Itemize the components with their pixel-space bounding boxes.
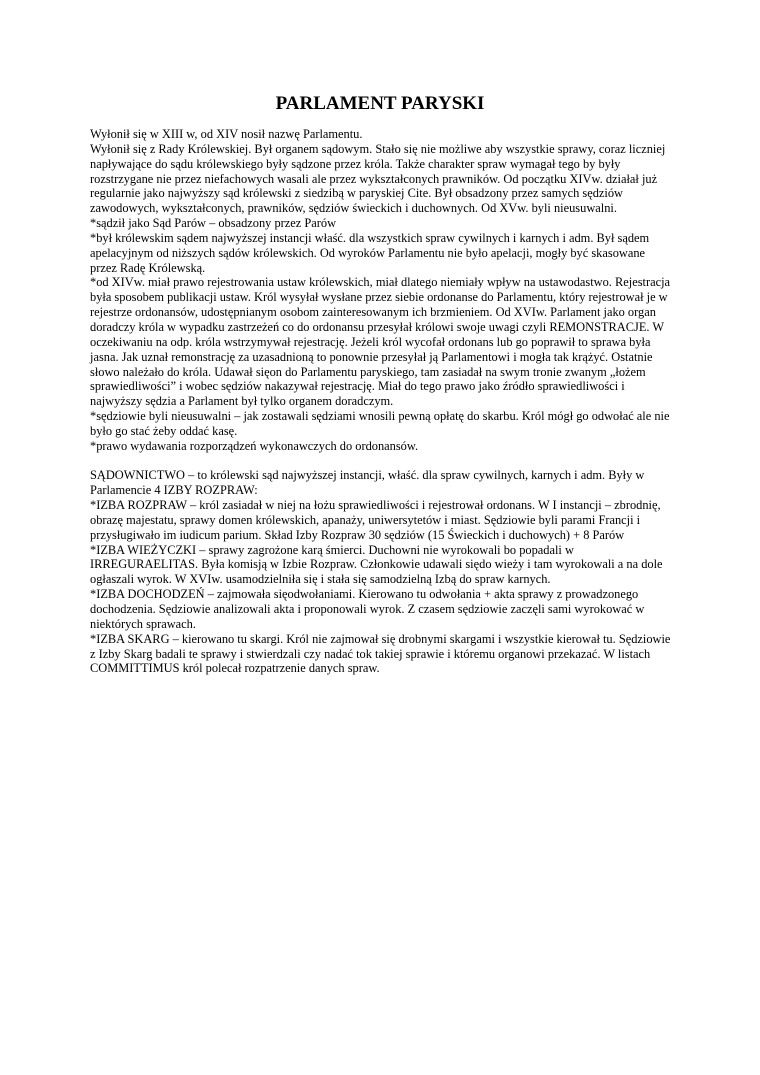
paragraph: *był królewskim sądem najwyższej instancji właść. dla wszystkich spraw cywilnych i karnych i adm. Był sądem apelacyjnym od niższych sądów królewskich. Od wyroków Parlamentu nie było apelacji, mogły być skasowane przez Radę Królewską.: [90, 230, 650, 275]
paragraph: *IZBA SKARG – kierowano tu skargi. Król nie zajmował się drobnymi skargami i wszystkie kierował tu. Sędziowie z Izby Skarg badali te sprawy i stwierdzali czy nadać tok takiej sprawie i któremu organowi przekazać. W listach COMMITTIMUS król polecał rozpatrzenie danych spraw.: [90, 631, 671, 676]
paragraph: *sędziowie byli nieusuwalni – jak zostawali sędziami wnosili pewną opłatę do skarbu. Król mógł go odwołać ale nie było go stać żeby oddać kasę.: [90, 409, 670, 438]
document-body: [90, 127, 672, 676]
page-title: PARLAMENT PARYSKI: [275, 93, 485, 114]
paragraph: SĄDOWNICTWO – to królewski sąd najwyższej instancji, właść. dla spraw cywilnych, karnych i adm. Były w Parlamencie 4 IZBY ROZPRAW:: [90, 468, 645, 498]
paragraph: *sądził jako Sąd Parów – obsadzony przez Parów: [90, 216, 337, 231]
paragraph: Wyłonił się w XIII w, od XIV nosił nazwę Parlamentu.: [90, 127, 363, 141]
paragraph: *prawo wydawania rozporządzeń wykonawczych do ordonansów.: [90, 438, 419, 453]
paragraph: Wyłonił się z Rady Królewskiej. Był organem sądowym. Stało się nie możliwe aby wszystkie sprawy, coraz liczniej napływające do sądu królewskiego były sądzone przez króla. Także charakter spraw wymagał tego by były rozstrzygane nie przez niefachowych wasali ale przez wykształconych prawników. Od początku XIVw. działał już regularnie jako najwyższy sąd królewski z siedzibą w paryskiej Cite. Był obsadzony przez samych sędziów zawodowych, wykształconych, prawników, sędziów świeckich i duchownych. Od XVw. byli nieusuwalni.: [90, 141, 666, 216]
paragraph-spacer: [90, 454, 672, 469]
paragraph: *IZBA DOCHODZEŃ – zajmowała sięodwołaniami. Kierowano tu odwołania + akta sprawy z prowadzonego dochodzenia. Sędziowie analizowali akta i proponowali wyrok. Z czasem sędziowie zaczęli sami wyrokować w niektórych sprawach.: [90, 587, 645, 631]
paragraph: *od XIVw. miał prawo rejestrowania ustaw królewskich, miał dlatego niemiały wpływ na ustawodastwo. Rejestracja była sposobem publikacji ustaw. Król wysyłał wysłane przez siebie ordonanse do Parlamentu, który rejestrował je w rejestrze ordonansów, udostępnianym osobom zainteresowanym ich brzmieniem. Od XVIw. Parlament jako organ doradczy króla w wypadku zastrzeżeń co do ordonansu przesyłał królowi swoje uwagi czyli REMONSTRACJE. W oczekiwaniu na odp. króla wstrzymywał rejestrację. Jeżeli król wycofał ordonans lub go poprawił to sprawa była jasna. Jak uznał remonstrację za uzasadnioną to ponownie przesyłał ją Parlamentowi i mogła tak krążyć. Ostatnie słowo należało do króla. Udawał sięon do Parlamentu paryskiego, tam zasiadał na swym tronie zwanym „łożem sprawiedliwości” i wobec sędziów nakazywał rejestrację. Miał do tego prawo jako źródło sprawiedliwości i najwyższy sędzia a Parlament był tylko organem doradczym.: [90, 275, 671, 409]
paragraph: *IZBA ROZPRAW – król zasiadał w niej na łożu sprawiedliwości i rejestrował ordonans. W I instancji – zbrodnię, obrazę majestatu, sprawy domen królewskich, apanaży, uniwersytetów i miast. Sędziowie byli parami Francji i przysługiwało im iudicum parium. Skład Izby Rozpraw 30 sędziów (15 Świeckich i duchowych) + 8 Parów: [90, 498, 661, 542]
paragraph: *IZBA WIEŻYCZKI – sprawy zagrożone karą śmierci. Duchowni nie wyrokowali bo popadali w IRREGURAELITAS. Była komisją w Izbie Rozpraw. Członkowie udawali siędo wieży i tam wyrokowali a na dole ogłaszali wyrok. W XVIw. usamodzielniła się i stała się samodzielną Izbą do spraw karnych.: [90, 542, 663, 587]
